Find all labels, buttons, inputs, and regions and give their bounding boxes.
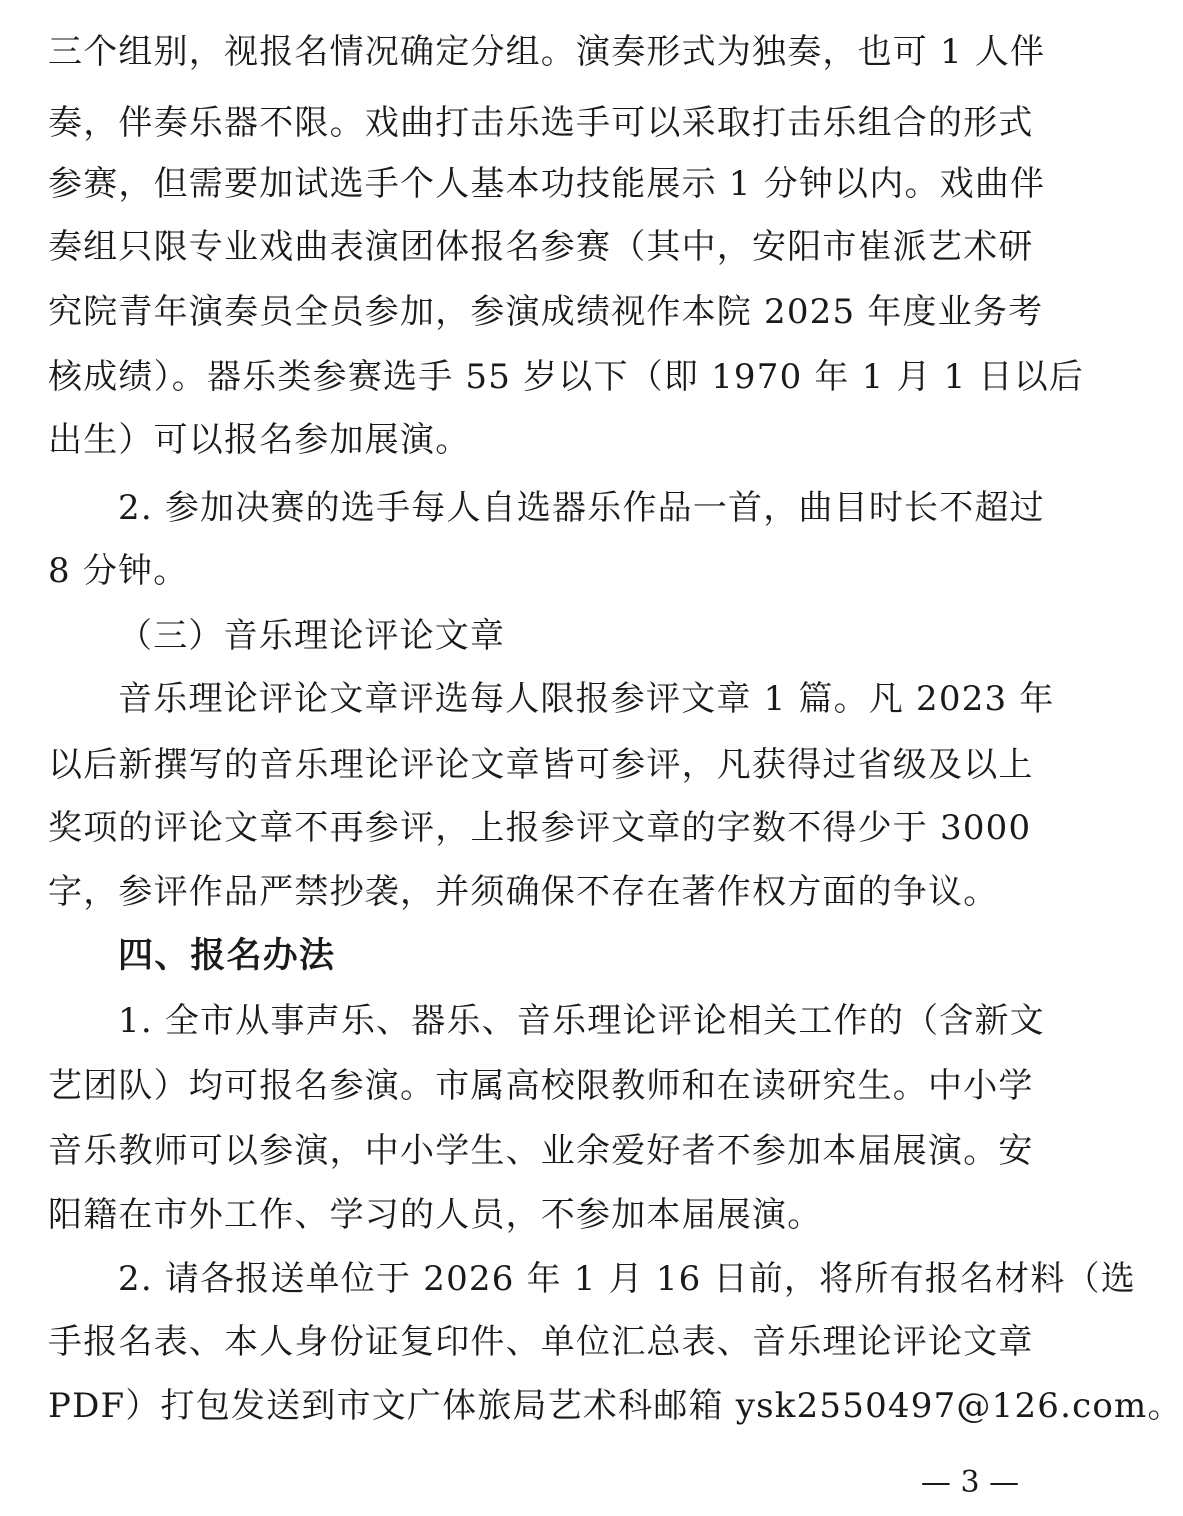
body-text-line: 音乐教师可以参演，中小学生、业余爱好者不参加本届展演。安 bbox=[48, 1131, 1034, 1171]
body-text-line: 奏，伴奏乐器不限。戏曲打击乐选手可以采取打击乐组合的形式 bbox=[48, 103, 1034, 143]
body-text-line: 以后新撰写的音乐理论评论文章皆可参评，凡获得过省级及以上 bbox=[48, 745, 1034, 785]
body-text-line: 核成绩）。器乐类参赛选手 55 岁以下（即 1970 年 1 月 1 日以后 bbox=[48, 357, 1085, 397]
body-text-line: 阳籍在市外工作、学习的人员，不参加本届展演。 bbox=[48, 1195, 823, 1235]
body-text-line: 究院青年演奏员全员参加，参演成绩视作本院 2025 年度业务考 bbox=[48, 292, 1044, 332]
body-text-line: 奏组只限专业戏曲表演团体报名参赛（其中，安阳市崔派艺术研 bbox=[48, 227, 1034, 267]
page-number: — 3 — bbox=[920, 1465, 1020, 1500]
body-text-line: 出生）可以报名参加展演。 bbox=[48, 420, 471, 460]
body-text-line: PDF）打包发送到市文广体旅局艺术科邮箱 ysk2550497@126.com。 bbox=[48, 1386, 1183, 1426]
subsection-heading: （三）音乐理论评论文章 bbox=[118, 616, 506, 656]
body-text-line: 艺团队）均可报名参演。市属高校限教师和在读研究生。中小学 bbox=[48, 1066, 1034, 1106]
body-text-line: 奖项的评论文章不再参评，上报参评文章的字数不得少于 3000 bbox=[48, 808, 1032, 848]
paragraph-first-line: 2. 参加决赛的选手每人自选器乐作品一首，曲目时长不超过 bbox=[118, 488, 1045, 528]
paragraph-first-line: 1. 全市从事声乐、器乐、音乐理论评论相关工作的（含新文 bbox=[118, 1001, 1045, 1041]
body-text-line: 8 分钟。 bbox=[48, 551, 189, 591]
body-text-line: 参赛，但需要加试选手个人基本功技能展示 1 分钟以内。戏曲伴 bbox=[48, 164, 1046, 204]
paragraph-first-line: 2. 请各报送单位于 2026 年 1 月 16 日前，将所有报名材料（选 bbox=[118, 1259, 1136, 1299]
body-text-line: 三个组别，视报名情况确定分组。演奏形式为独奏，也可 1 人伴 bbox=[48, 32, 1046, 72]
section-heading: 四、报名办法 bbox=[118, 936, 336, 976]
body-text-line: 字，参评作品严禁抄袭，并须确保不存在著作权方面的争议。 bbox=[48, 872, 999, 912]
body-text-line: 手报名表、本人身份证复印件、单位汇总表、音乐理论评论文章 bbox=[48, 1322, 1034, 1362]
paragraph-first-line: 音乐理论评论文章评选每人限报参评文章 1 篇。凡 2023 年 bbox=[118, 679, 1055, 719]
